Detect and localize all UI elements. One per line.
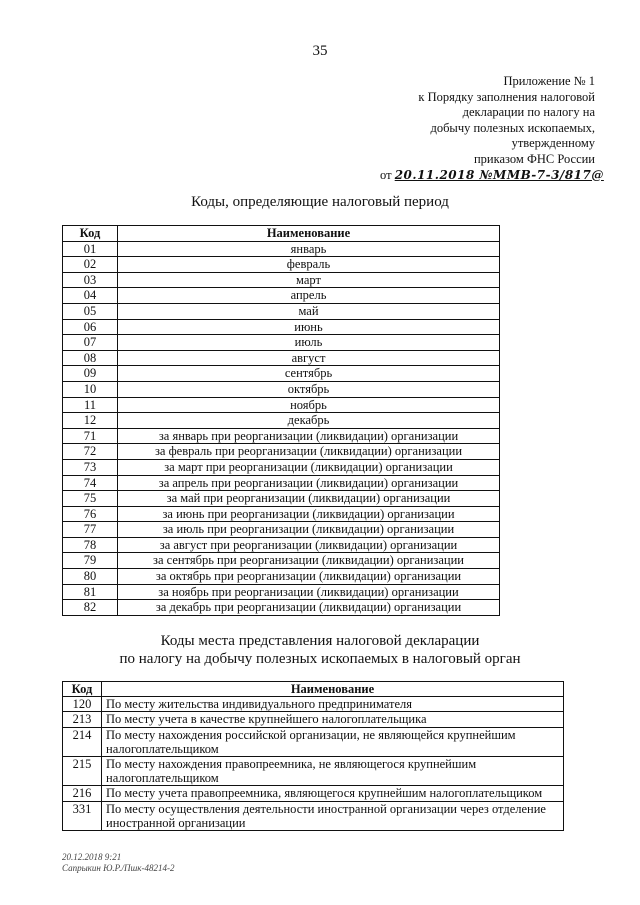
table-row: [63, 801, 564, 830]
name-cell: По месту учета в качестве крупнейшего налогоплательщика: [102, 712, 564, 727]
name-cell: По месту нахождения правопреемника, не являющегося крупнейшим налогоплательщиком: [102, 757, 564, 786]
table-header-row: [63, 682, 564, 697]
code-cell: 07: [63, 335, 118, 351]
name-cell: за апрель при реорганизации (ликвидации) организации: [118, 475, 500, 491]
code-cell: 80: [63, 569, 118, 585]
table-row: [63, 600, 500, 616]
code-cell: 74: [63, 475, 118, 491]
name-cell: ноябрь: [118, 397, 500, 413]
table-row: [63, 697, 564, 712]
name-cell: январь: [118, 241, 500, 257]
name-cell: декабрь: [118, 413, 500, 429]
name-cell: август: [118, 350, 500, 366]
appendix-line: Приложение № 1: [503, 74, 595, 88]
header-name: Наименование: [102, 682, 564, 697]
table-row: [63, 428, 500, 444]
name-cell: По месту жительства индивидуального предпринимателя: [102, 697, 564, 712]
name-cell: за март при реорганизации (ликвидации) организации: [118, 459, 500, 475]
table-row: [63, 272, 500, 288]
from-label: от: [380, 167, 392, 182]
table-row: [63, 303, 500, 319]
table-row: [63, 569, 500, 585]
table-row: [63, 459, 500, 475]
name-cell: По месту нахождения российской организации, не являющейся крупнейшим налогоплательщиком: [102, 727, 564, 756]
name-cell: апрель: [118, 288, 500, 304]
table-row: [63, 241, 500, 257]
table-row: [63, 537, 500, 553]
table-row: [63, 335, 500, 351]
name-cell: июль: [118, 335, 500, 351]
name-cell: за ноябрь при реорганизации (ликвидации) организации: [118, 584, 500, 600]
code-cell: 76: [63, 506, 118, 522]
header-code: Код: [63, 682, 102, 697]
code-cell: 08: [63, 350, 118, 366]
table-row: [63, 288, 500, 304]
code-cell: 77: [63, 522, 118, 538]
code-cell: 10: [63, 381, 118, 397]
appendix-line: к Порядку заполнения налоговой: [418, 89, 595, 104]
code-cell: 82: [63, 600, 118, 616]
code-cell: 72: [63, 444, 118, 460]
code-cell: 81: [63, 584, 118, 600]
table-row: [63, 444, 500, 460]
table-row: [63, 350, 500, 366]
appendix-line: декларации по налогу на: [462, 105, 595, 120]
page-number: 35: [312, 43, 328, 59]
appendix-line: утвержденному: [511, 136, 595, 151]
code-cell: 75: [63, 491, 118, 507]
code-cell: 78: [63, 537, 118, 553]
name-cell: за февраль при реорганизации (ликвидации) организации: [118, 444, 500, 460]
code-cell: 03: [63, 272, 118, 288]
table-row: [63, 757, 564, 786]
table-row: [63, 712, 564, 727]
code-cell: 79: [63, 553, 118, 569]
code-cell: 216: [63, 786, 102, 801]
header-name: Наименование: [118, 226, 500, 242]
table2-title-line: Коды места представления налоговой декларации: [160, 633, 480, 649]
table-row: [63, 786, 564, 801]
table-header-row: [63, 226, 500, 242]
code-cell: 04: [63, 288, 118, 304]
table-row: [63, 413, 500, 429]
footer-line: Сапрыкин Ю.Р./Пшк-48214-2: [62, 863, 175, 873]
code-cell: 214: [63, 727, 102, 756]
table-row: [63, 584, 500, 600]
footer-stamp: [62, 852, 174, 874]
code-cell: 11: [63, 397, 118, 413]
table-row: [63, 506, 500, 522]
table-row: [63, 257, 500, 273]
code-cell: 71: [63, 428, 118, 444]
code-cell: 215: [63, 757, 102, 786]
name-cell: май: [118, 303, 500, 319]
appendix-line: добычу полезных ископаемых,: [430, 120, 595, 135]
table-row: [63, 319, 500, 335]
name-cell: февраль: [118, 257, 500, 273]
table-row: [63, 491, 500, 507]
code-cell: 213: [63, 712, 102, 727]
name-cell: за сентябрь при реорганизации (ликвидации) организации: [118, 553, 500, 569]
code-cell: 73: [63, 459, 118, 475]
name-cell: По месту осуществления деятельности иностранной организации через отделение иностранной организации: [102, 801, 564, 830]
table-row: [63, 475, 500, 491]
footer-line: 20.12.2018 9:21: [62, 852, 122, 862]
code-cell: 01: [63, 241, 118, 257]
table-row: [63, 381, 500, 397]
header-code: Код: [63, 226, 118, 242]
name-cell: за октябрь при реорганизации (ликвидации) организации: [118, 569, 500, 585]
name-cell: за декабрь при реорганизации (ликвидации) организации: [118, 600, 500, 616]
name-cell: за июль при реорганизации (ликвидации) организации: [118, 522, 500, 538]
appendix-line: приказом ФНС России: [473, 151, 595, 166]
code-cell: 331: [63, 801, 102, 830]
table-row: [63, 553, 500, 569]
table2-title: [0, 632, 640, 668]
name-cell: за январь при реорганизации (ликвидации) организации: [118, 428, 500, 444]
code-cell: 06: [63, 319, 118, 335]
table-row: [63, 522, 500, 538]
code-cell: 02: [63, 257, 118, 273]
appendix-block: [380, 74, 604, 183]
name-cell: сентябрь: [118, 366, 500, 382]
tax-period-codes-table: [62, 225, 500, 616]
name-cell: за июнь при реорганизации (ликвидации) организации: [118, 506, 500, 522]
table1-title: Коды, определяющие налоговый период: [191, 194, 449, 210]
name-cell: По месту учета правопреемника, являющегося крупнейшим налогоплательщиком: [102, 786, 564, 801]
table-row: [63, 397, 500, 413]
handwritten-order-date: 20.11.2018 №ММВ-7-3/817@: [394, 167, 604, 182]
submission-place-codes-table: [62, 681, 564, 831]
name-cell: за май при реорганизации (ликвидации) организации: [118, 491, 500, 507]
name-cell: март: [118, 272, 500, 288]
table2-title-line: по налогу на добычу полезных ископаемых в налоговый орган: [119, 651, 521, 667]
name-cell: за август при реорганизации (ликвидации) организации: [118, 537, 500, 553]
table-row: [63, 727, 564, 756]
code-cell: 09: [63, 366, 118, 382]
table-row: [63, 366, 500, 382]
name-cell: июнь: [118, 319, 500, 335]
code-cell: 05: [63, 303, 118, 319]
code-cell: 12: [63, 413, 118, 429]
order-date-line: [380, 167, 604, 184]
name-cell: октябрь: [118, 381, 500, 397]
code-cell: 120: [63, 697, 102, 712]
